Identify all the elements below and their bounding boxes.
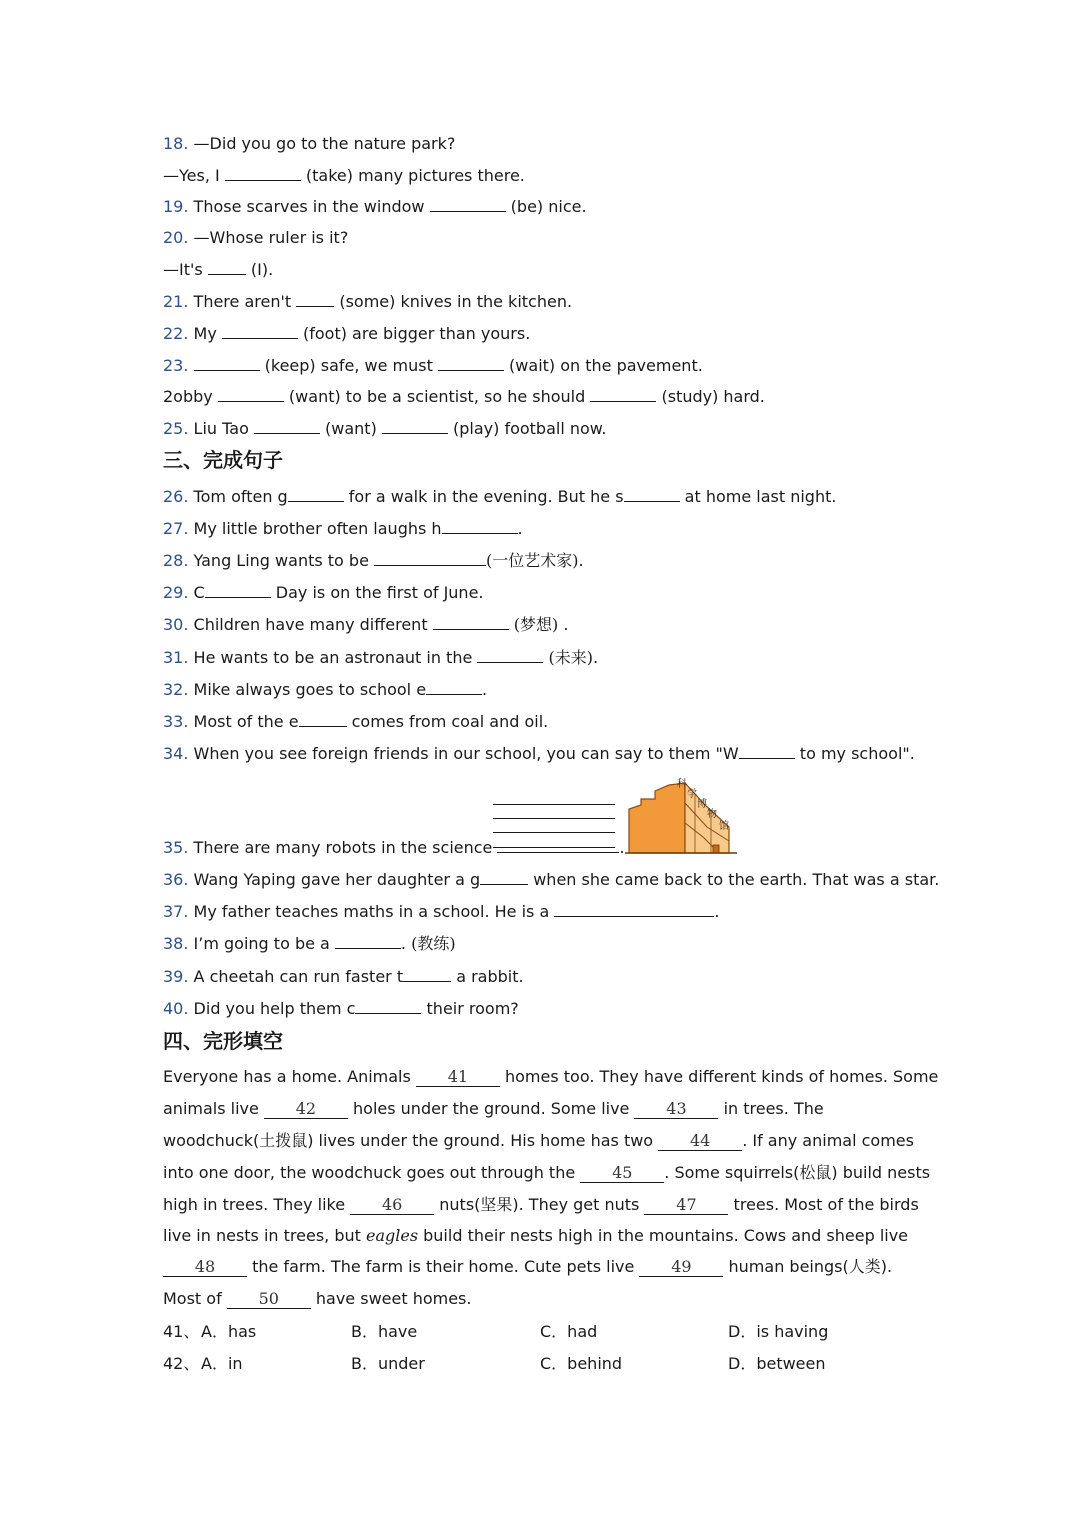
question-number: 35.: [163, 838, 189, 857]
question-text: There are many robots in the science: [193, 838, 498, 857]
question-number: 29.: [163, 583, 189, 602]
question-text: their room?: [421, 999, 519, 1018]
option-b[interactable]: B．have: [351, 1322, 418, 1341]
question-number: 20.: [163, 228, 189, 247]
museum-label-char: 学: [687, 789, 697, 800]
answer-blank[interactable]: [477, 646, 543, 663]
cloze-text: in trees. The: [718, 1099, 824, 1118]
writing-line[interactable]: [493, 832, 615, 833]
question-number: 40.: [163, 999, 189, 1018]
cloze-emphasis: eagles: [366, 1226, 419, 1245]
question-text: —Yes, I: [163, 166, 225, 185]
cloze-blank-47[interactable]: 47: [644, 1196, 728, 1215]
cloze-blank-45[interactable]: 45: [580, 1164, 664, 1183]
question-text: (foot) are bigger than yours.: [297, 324, 531, 343]
section-heading-3: 三、完成句子: [163, 448, 283, 472]
answer-blank[interactable]: [426, 678, 482, 695]
cloze-blank-44[interactable]: 44: [658, 1132, 742, 1151]
question-text: Yang Ling wants to be: [193, 551, 375, 570]
question-number: 23.: [163, 356, 189, 375]
option-d[interactable]: D．between: [728, 1354, 826, 1373]
answer-blank[interactable]: [624, 485, 680, 502]
question-27: [163, 517, 523, 540]
answer-blank[interactable]: [739, 742, 795, 759]
question-31: [163, 646, 598, 669]
question-23: [163, 354, 703, 377]
question-number: 36.: [163, 870, 189, 889]
question-text: He wants to be an astronaut in the: [193, 648, 478, 667]
question-18: [163, 133, 455, 155]
museum-label-char: 科: [677, 779, 687, 790]
museum-label-char: 馆: [719, 821, 729, 832]
question-text: comes from coal and oil.: [346, 712, 549, 731]
answer-blank[interactable]: [480, 868, 528, 885]
cloze-text: have sweet homes.: [310, 1289, 472, 1308]
question-text: I’m going to be a: [193, 934, 335, 953]
answer-blank[interactable]: [222, 322, 298, 339]
question-text: My little brother often laughs h: [193, 519, 442, 538]
answer-blank[interactable]: [208, 258, 246, 275]
question-text: Did you help them c: [193, 999, 356, 1018]
question-number: 27.: [163, 519, 189, 538]
question-text: (study) hard.: [656, 387, 765, 406]
cloze-line: [163, 1162, 930, 1184]
question-text: (want) to be a scientist, so he should: [283, 387, 591, 406]
question-19: [163, 195, 587, 218]
question-hint: (梦想) .: [508, 615, 569, 634]
answer-blank[interactable]: [382, 417, 448, 434]
cloze-text: trees. Most of the birds: [728, 1195, 919, 1214]
question-text: A cheetah can run faster t: [193, 967, 404, 986]
question-text: (keep) safe, we must: [259, 356, 438, 375]
question-number: 32.: [163, 680, 189, 699]
question-number: 30.: [163, 615, 189, 634]
question-text: Children have many different: [193, 615, 433, 634]
question-text: (take) many pictures there.: [300, 166, 525, 185]
answer-blank[interactable]: [403, 965, 451, 982]
answer-blank[interactable]: [438, 354, 504, 371]
question-33: [163, 710, 548, 733]
cloze-line: [163, 1130, 914, 1152]
question-text: —It's: [163, 260, 208, 279]
option-c[interactable]: C．behind: [540, 1354, 623, 1373]
question-30: [163, 613, 568, 636]
cloze-line: [163, 1066, 938, 1088]
cloze-text: . Some squirrels(松鼠) build nests: [664, 1163, 931, 1182]
museum-building-icon: [625, 775, 741, 857]
question-hint: (一位艺术家).: [486, 551, 584, 570]
answer-blank[interactable]: [288, 485, 344, 502]
cloze-line: [163, 1225, 908, 1247]
question-text: Day is on the first of June.: [270, 583, 484, 602]
question-32: [163, 678, 487, 701]
question-number: 25.: [163, 419, 189, 438]
question-text: .: [517, 519, 523, 538]
cloze-text: Everyone has a home. Animals: [163, 1067, 416, 1086]
question-text: (wait) on the pavement.: [503, 356, 703, 375]
question-number: 18.: [163, 134, 189, 153]
question-text: C: [193, 583, 205, 602]
question-text: Those scarves in the window: [193, 197, 430, 216]
cloze-text: high in trees. They like: [163, 1195, 351, 1214]
question-number: 38.: [163, 934, 189, 953]
question-text: Mike always goes to school e: [193, 680, 427, 699]
answer-blank[interactable]: [299, 710, 347, 727]
question-number: 37.: [163, 902, 189, 921]
question-number: 19.: [163, 197, 189, 216]
question-number: 28.: [163, 551, 189, 570]
question-text: when she came back to the earth. That was a star.: [528, 870, 940, 889]
question-text: (play) football now.: [447, 419, 607, 438]
question-text: —Whose ruler is it?: [193, 228, 349, 247]
cloze-blank-46[interactable]: 46: [350, 1196, 434, 1215]
question-text: (I).: [245, 260, 274, 279]
answer-blank[interactable]: [433, 613, 509, 630]
question-34: [163, 742, 915, 765]
cloze-blank-41[interactable]: 41: [416, 1068, 500, 1087]
question-text: When you see foreign friends in our school, you can say to them "W: [193, 744, 739, 763]
cloze-blank-48[interactable]: 48: [163, 1258, 247, 1277]
question-39: [163, 965, 524, 988]
cloze-text: build their nests high in the mountains. Cows and sheep live: [418, 1226, 909, 1245]
question-36: [163, 868, 939, 891]
museum-label-char: 博: [697, 799, 707, 810]
cloze-blank-42[interactable]: 42: [264, 1100, 348, 1119]
cloze-blank-43[interactable]: 43: [634, 1100, 718, 1119]
question-number: 26.: [163, 487, 189, 506]
question-35: [163, 836, 625, 859]
answer-blank[interactable]: [497, 836, 619, 853]
writing-line[interactable]: [493, 804, 615, 805]
cloze-text: into one door, the woodchuck goes out through the: [163, 1163, 581, 1182]
question-text: (want): [319, 419, 382, 438]
question-20: [163, 227, 348, 249]
question-28: [163, 549, 584, 572]
question-hint: (未来).: [543, 648, 599, 667]
question-text: for a walk in the evening. But he s: [343, 487, 624, 506]
question-text: Wang Yaping gave her daughter a g: [193, 870, 481, 889]
option-a[interactable]: A．in: [201, 1354, 243, 1373]
question-text: a rabbit.: [451, 967, 524, 986]
question-29: [163, 581, 484, 604]
writing-line[interactable]: [493, 818, 615, 819]
option-b[interactable]: B．under: [351, 1354, 425, 1373]
answer-blank[interactable]: [430, 195, 506, 212]
museum-label-char: 物: [707, 809, 717, 820]
cloze-text: animals live: [163, 1099, 264, 1118]
answer-blank[interactable]: [442, 517, 518, 534]
question-number: 22.: [163, 324, 189, 343]
option-row-number: 42、: [163, 1354, 200, 1373]
question-text: My father teaches maths in a school. He is a: [193, 902, 555, 921]
question-hint: . (教练): [400, 934, 456, 953]
cloze-blank-49[interactable]: 49: [639, 1258, 723, 1277]
answer-blank[interactable]: [335, 932, 401, 949]
question-25: [163, 417, 607, 440]
option-c[interactable]: C．had: [540, 1322, 598, 1341]
cloze-text: nuts(坚果). They get nuts: [434, 1195, 645, 1214]
cloze-text: human beings(人类).: [723, 1257, 893, 1276]
option-row-number: 41、: [163, 1322, 200, 1341]
question-text: (be) nice.: [505, 197, 587, 216]
question-20-answer-line: [163, 258, 273, 281]
answer-blank[interactable]: [225, 164, 301, 181]
answer-blank[interactable]: [254, 417, 320, 434]
question-text: —Did you go to the nature park?: [193, 134, 456, 153]
cloze-text: woodchuck(土拨鼠) lives under the ground. His home has two: [163, 1131, 659, 1150]
question-number: 21.: [163, 292, 189, 311]
question-text: Most of the e: [193, 712, 299, 731]
answer-blank[interactable]: [205, 581, 271, 598]
question-text: Tom often g: [193, 487, 288, 506]
question-40: [163, 997, 519, 1020]
question-number: 33.: [163, 712, 189, 731]
answer-blank[interactable]: [296, 290, 334, 307]
option-d[interactable]: D．is having: [728, 1322, 829, 1341]
question-text: Liu Tao: [193, 419, 254, 438]
cloze-text: live in nests in trees, but: [163, 1226, 366, 1245]
question-26: [163, 485, 836, 508]
question-text: My: [193, 324, 222, 343]
cloze-line: [163, 1256, 892, 1278]
question-text: (some) knives in the kitchen.: [334, 292, 573, 311]
question-37: [163, 900, 719, 923]
option-a[interactable]: A．has: [201, 1322, 257, 1341]
question-text: .: [619, 838, 625, 857]
cloze-line: [163, 1098, 824, 1120]
answer-blank[interactable]: [590, 385, 656, 402]
answer-blank[interactable]: [218, 385, 284, 402]
question-22: [163, 322, 530, 345]
question-text: at home last night.: [679, 487, 837, 506]
question-38: [163, 932, 456, 955]
answer-blank[interactable]: [374, 549, 486, 566]
question-number: 39.: [163, 967, 189, 986]
cloze-text: holes under the ground. Some live: [347, 1099, 635, 1118]
section-heading-4: 四、完形填空: [163, 1029, 283, 1053]
answer-blank[interactable]: [194, 354, 260, 371]
question-text: There aren't: [193, 292, 297, 311]
question-24: [163, 385, 765, 408]
cloze-text: Most of: [163, 1289, 227, 1308]
cloze-text: . If any animal comes: [742, 1131, 914, 1150]
question-text: .: [714, 902, 720, 921]
cloze-line: [163, 1288, 471, 1310]
answer-blank[interactable]: [554, 900, 714, 917]
question-21: [163, 290, 572, 313]
question-18-answer-line: [163, 164, 525, 187]
question-number: 31.: [163, 648, 189, 667]
answer-blank[interactable]: [355, 997, 421, 1014]
cloze-text: the farm. The farm is their home. Cute pets live: [247, 1257, 640, 1276]
cloze-blank-50[interactable]: 50: [227, 1290, 311, 1309]
question-text: .: [482, 680, 488, 699]
cloze-text: homes too. They have different kinds of homes. Some: [499, 1067, 939, 1086]
question-text: to my school".: [794, 744, 915, 763]
question-number: 34.: [163, 744, 189, 763]
question-text: 2obby: [163, 387, 218, 406]
cloze-line: [163, 1194, 919, 1216]
